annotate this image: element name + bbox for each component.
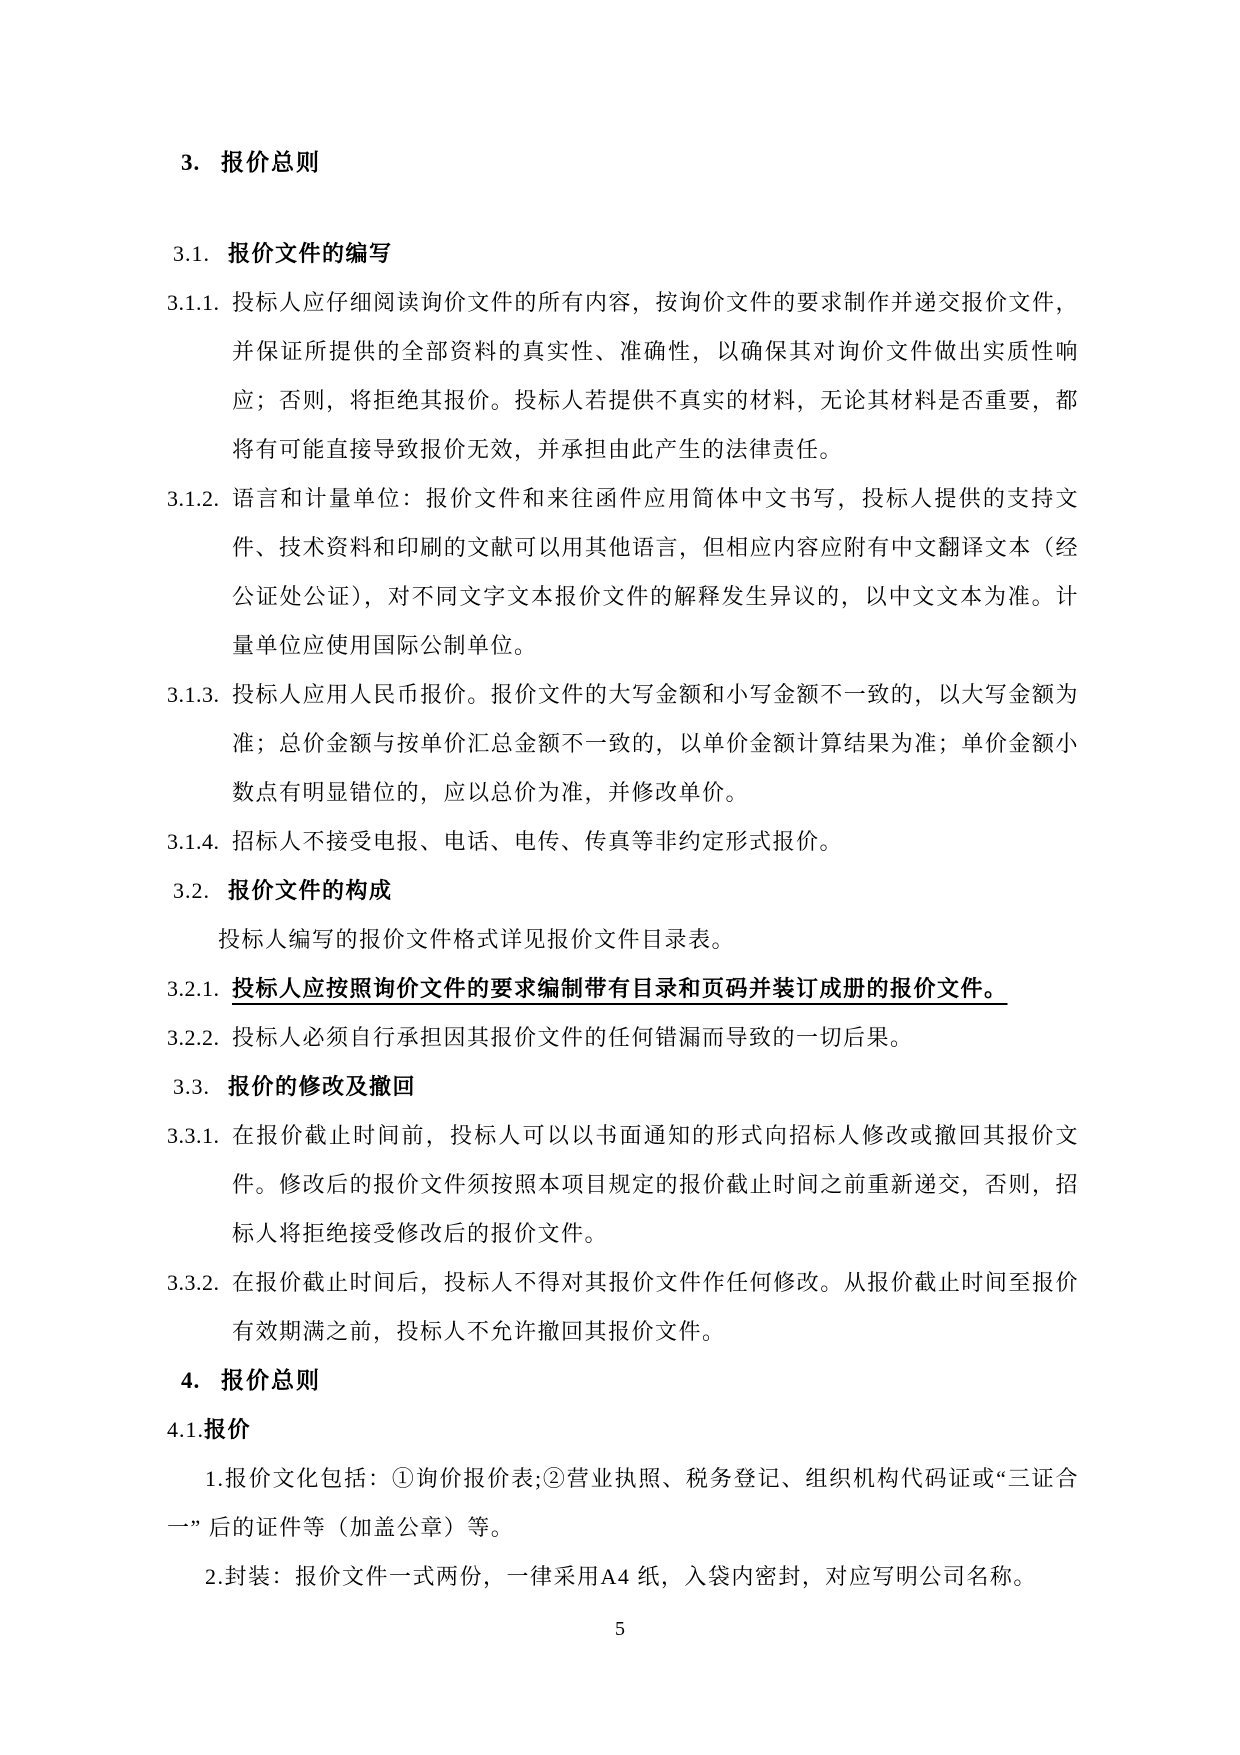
heading-3-title: 报价总则: [221, 149, 321, 175]
paragraph-4-1-item-2: 2.封装：报价文件一式两份，一律采用A4 纸，入袋内密封，对应写明公司名称。: [205, 1564, 1037, 1589]
clause-3-3-2-number: 3.3.2.: [167, 1270, 220, 1295]
clause-3-1-3-number: 3.1.3.: [167, 682, 220, 707]
clause-3-1-2-text: 语言和计量单位：报价文件和来往函件应用简体中文书写，投标人提供的支持文件、技术资料和印刷的文献可以用其他语言，但相应内容应附有中文翻译文本（经公证处公证），对不同文字文本报价文件的解释发生异议的，以中文文本为准。计量单位应使用国际公制单位。: [232, 486, 1079, 658]
clause-3-2-2-number: 3.2.2.: [167, 1025, 220, 1050]
heading-3-1-title: 报价文件的编写: [228, 241, 393, 266]
paragraph-3-2-intro: 投标人编写的报价文件格式详见报价文件目录表。: [218, 927, 736, 952]
clause-3-1-2-number: 3.1.2.: [167, 486, 220, 511]
clause-3-1-4-text: 招标人不接受电报、电话、电传、传真等非约定形式报价。: [232, 829, 844, 854]
heading-3-number: 3.: [181, 150, 201, 175]
heading-3: [167, 138, 1079, 187]
heading-4-title: 报价总则: [221, 1367, 321, 1393]
clause-3-3-2-text: 在报价截止时间后，投标人不得对其报价文件作任何修改。从报价截止时间至报价有效期满之前，投标人不允许撤回其报价文件。: [232, 1270, 1079, 1344]
heading-4-1-number: 4.1.: [167, 1417, 204, 1442]
page-number: 5: [615, 1618, 625, 1640]
clause-3-3-1-number: 3.3.1.: [167, 1123, 220, 1148]
clause-3-3-1: [167, 1111, 1079, 1258]
clause-3-1-1: [167, 278, 1079, 474]
heading-3-3-title: 报价的修改及撤回: [228, 1074, 417, 1099]
clause-3-1-3: [167, 670, 1079, 817]
clause-3-1-4-number: 3.1.4.: [167, 829, 220, 854]
clause-3-2-2-text: 投标人必须自行承担因其报价文件的任何错漏而导致的一切后果。: [232, 1025, 914, 1050]
clause-3-3-2: [167, 1258, 1079, 1356]
heading-3-3-number: 3.3.: [173, 1074, 210, 1099]
heading-3-3: [167, 1062, 1079, 1111]
clause-3-1-1-text: 投标人应仔细阅读询价文件的所有内容，按询价文件的要求制作并递交报价文件，并保证所提供的全部资料的真实性、准确性，以确保其对询价文件做出实质性响应；否则，将拒绝其报价。投标人若提供不真实的材料，无论其材料是否重要，都将有可能直接导致报价无效，并承担由此产生的法律责任。: [232, 290, 1079, 462]
heading-3-1: [167, 229, 1079, 278]
clause-3-1-3-text: 投标人应用人民币报价。报价文件的大写金额和小写金额不一致的，以大写金额为准；总价金额与按单价汇总金额不一致的，以单价金额计算结果为准；单价金额小数点有明显错位的，应以总价为准，并修改单价。: [232, 682, 1079, 805]
heading-4-1: [167, 1405, 1079, 1454]
clause-3-2-1: [167, 964, 1079, 1013]
heading-4-1-title: 报价: [204, 1417, 252, 1442]
document-body: [167, 138, 1079, 1601]
heading-4: [167, 1356, 1079, 1405]
heading-3-2-title: 报价文件的构成: [228, 878, 393, 903]
heading-4-number: 4.: [181, 1368, 201, 1393]
heading-3-2: [167, 866, 1079, 915]
clause-3-2-1-number: 3.2.1.: [167, 976, 220, 1001]
paragraph-4-1-item-1: 1.报价文化包括：①询价报价表;②营业执照、税务登记、组织机构代码证或“三证合一” 后的证件等（加盖公章）等。: [167, 1466, 1079, 1540]
clause-3-1-4: [167, 817, 1079, 866]
heading-3-2-number: 3.2.: [173, 878, 210, 903]
heading-3-1-number: 3.1.: [173, 241, 210, 266]
clause-3-3-1-text: 在报价截止时间前，投标人可以以书面通知的形式向招标人修改或撤回其报价文件。修改后的报价文件须按照本项目规定的报价截止时间之前重新递交，否则，招标人将拒绝接受修改后的报价文件。: [232, 1123, 1079, 1246]
clause-3-2-2: [167, 1013, 1079, 1062]
clause-3-1-2: [167, 474, 1079, 670]
clause-3-2-1-text: 投标人应按照询价文件的要求编制带有目录和页码并装订成册的报价文件。: [232, 976, 1008, 1001]
clause-3-1-1-number: 3.1.1.: [167, 290, 220, 315]
